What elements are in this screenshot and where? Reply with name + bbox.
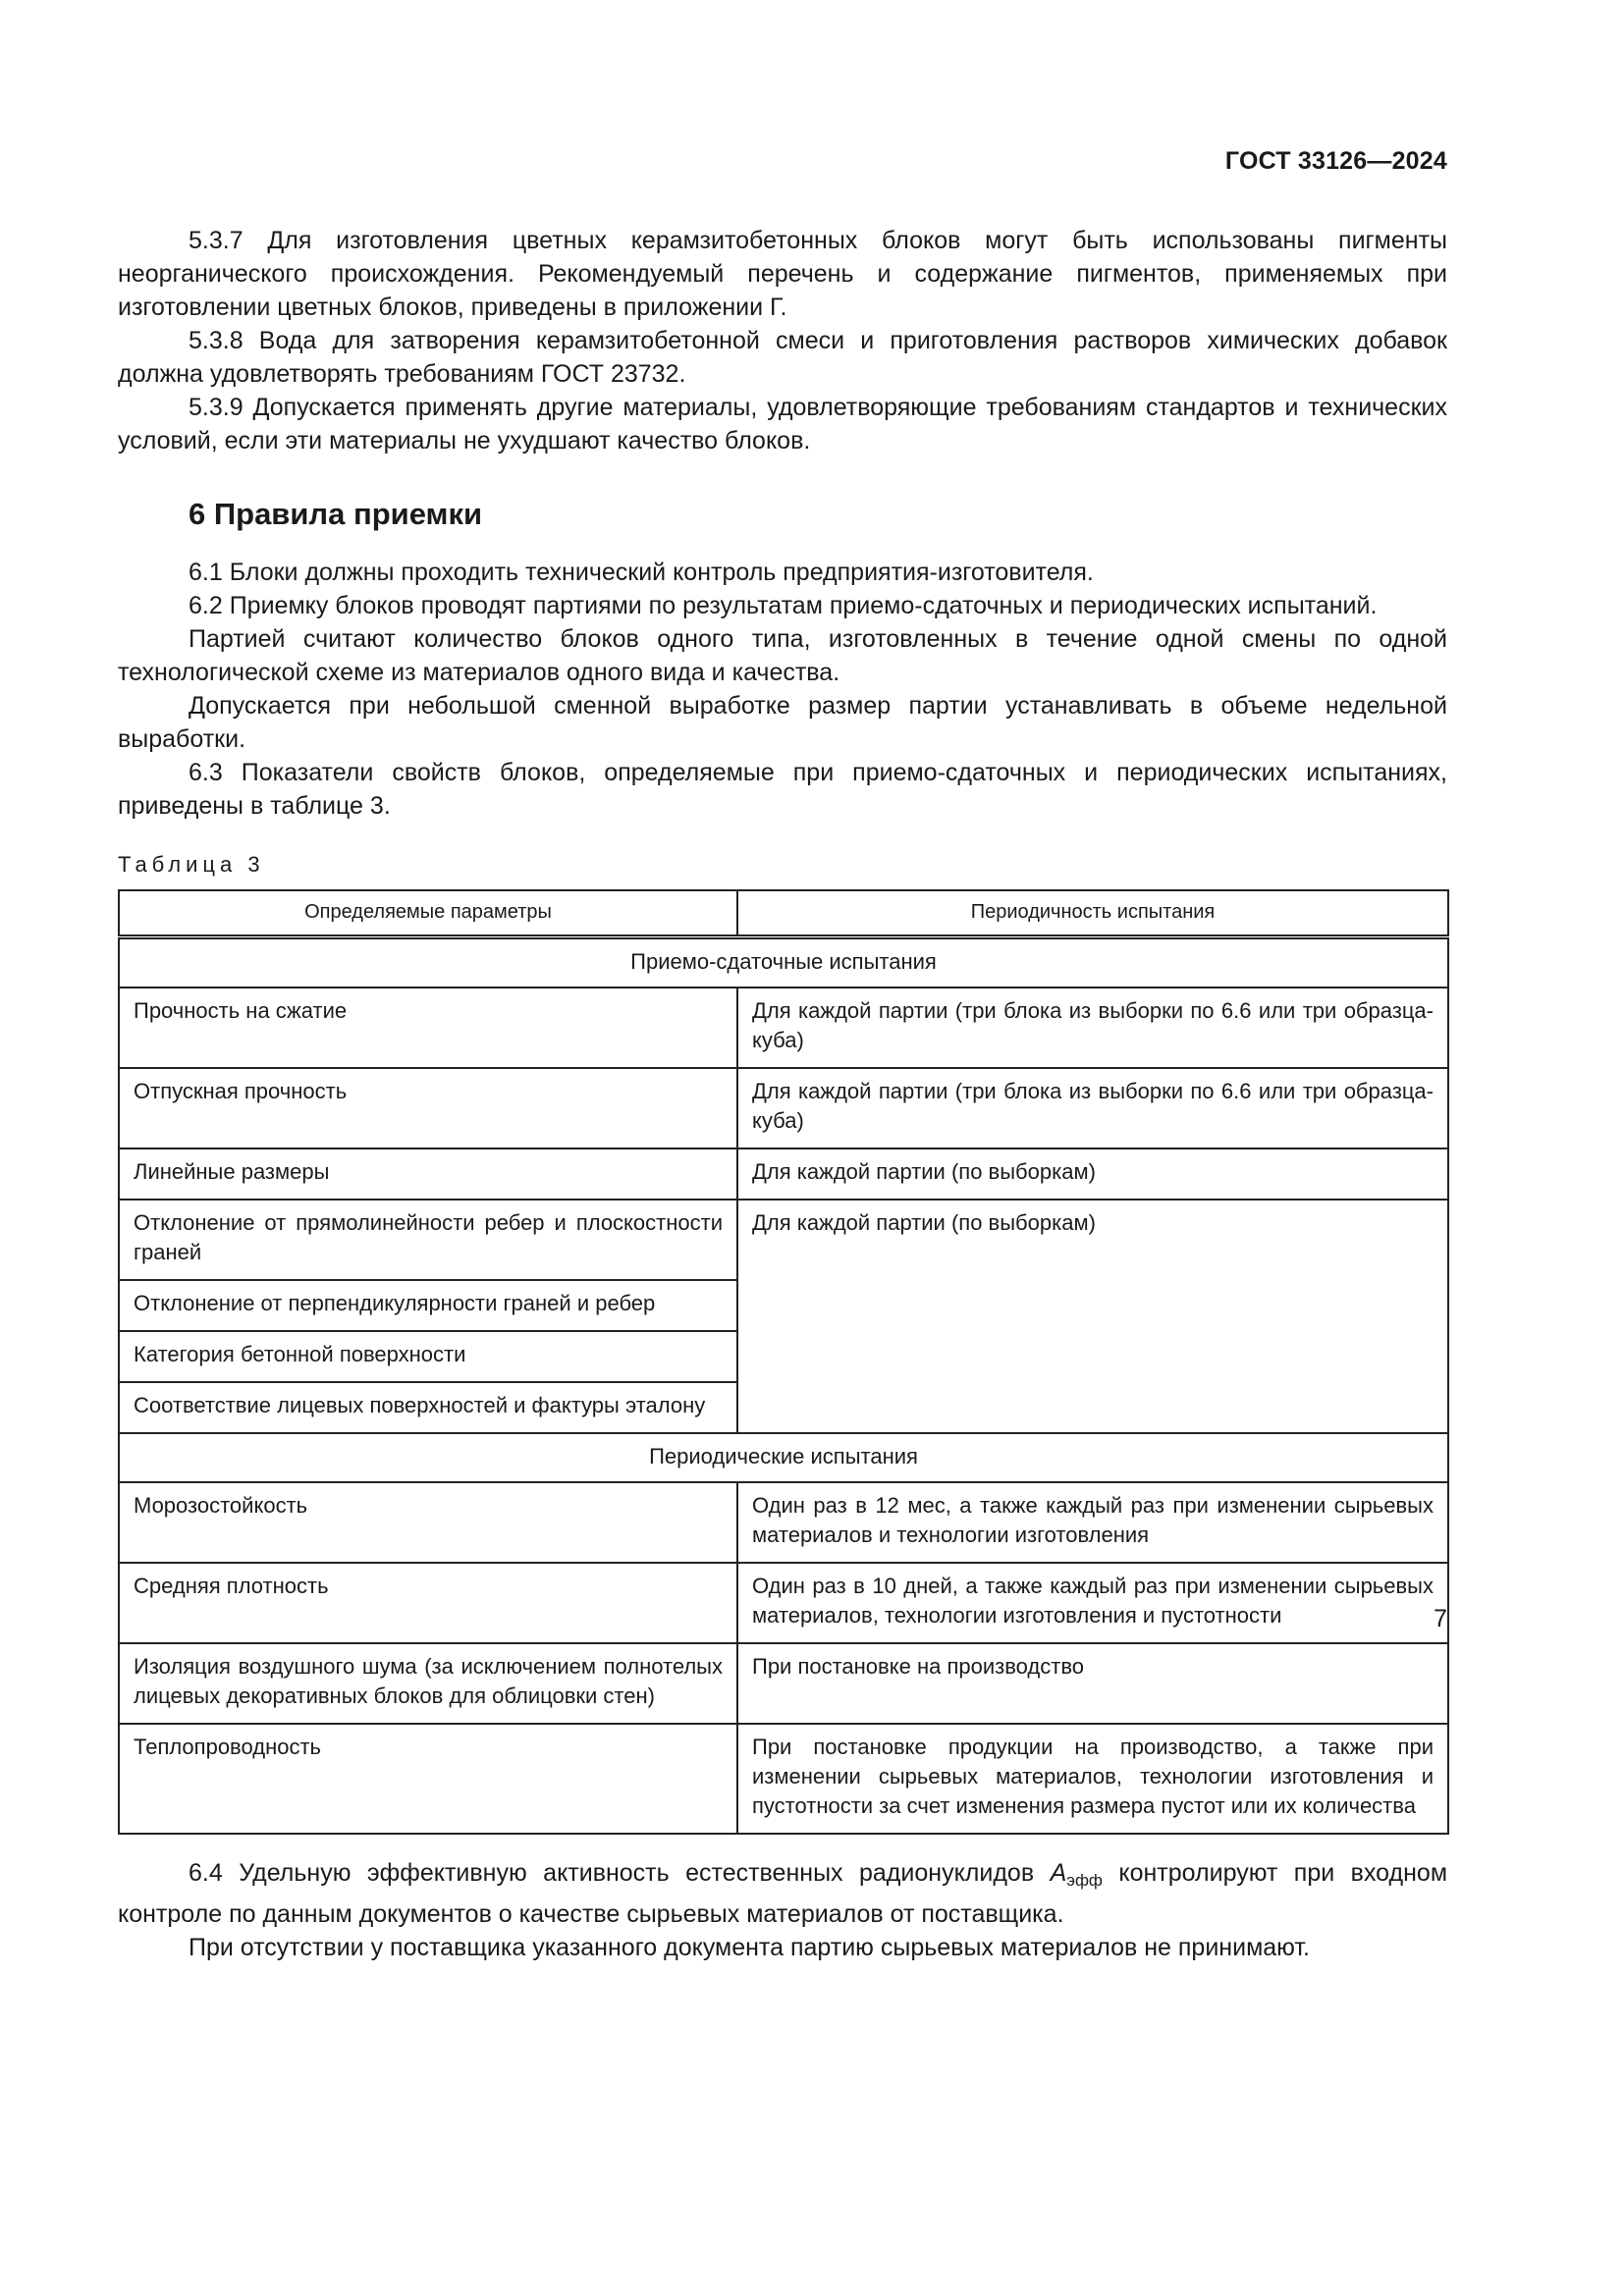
- cell-parameter: Морозостойкость: [119, 1482, 737, 1563]
- table-section-row: [119, 937, 1448, 988]
- paragraph-6-2: 6.2 Приемку блоков проводят партиями по результатам приемо-сдаточных и периодических испытаний.: [189, 592, 1378, 619]
- paragraph-missing-document: При отсутствии у поставщика указанного документа партию сырьевых материалов не принимают.: [189, 1934, 1310, 1961]
- cell-periodicity: Один раз в 12 мес, а также каждый раз при изменении сырьевых материалов и технологии изготовления: [737, 1482, 1448, 1563]
- cell-parameter: Прочность на сжатие: [119, 988, 737, 1068]
- cell-parameter: Отпускная прочность: [119, 1068, 737, 1148]
- paragraph-5-3-9: 5.3.9 Допускается применять другие материалы, удовлетворяющие требованиям стандартов и технических условий, если эти материалы не ухудшают качество блоков.: [118, 394, 1447, 454]
- section-acceptance-tests: Приемо-сдаточные испытания: [119, 937, 1448, 988]
- cell-periodicity: При постановке продукции на производство, а также при изменении сырьевых материалов, технологии изготовления и пустотности за счет изменения размера пустот или их количества: [737, 1724, 1448, 1834]
- table-3: [118, 889, 1449, 1835]
- paragraph-6-4-tail: контролируют при входном контроле по данным документов о качестве сырьевых материалов от поставщика.: [118, 1859, 1448, 1928]
- cell-parameter: Отклонение от прямолинейности ребер и плоскостности граней: [119, 1200, 737, 1280]
- cell-parameter: Линейные размеры: [119, 1148, 737, 1200]
- column-header-parameters: Определяемые параметры: [119, 890, 737, 937]
- table-row: [119, 1643, 1448, 1724]
- column-header-periodicity: Периодичность испытания: [737, 890, 1448, 937]
- cell-parameter: Изоляция воздушного шума (за исключением полнотелых лицевых декоративных блоков для облицовки стен): [119, 1643, 737, 1724]
- cell-periodicity-merged: Для каждой партии (по выборкам): [737, 1200, 1448, 1433]
- section-6-heading: 6 Правила приемки: [189, 497, 483, 531]
- cell-periodicity: При постановке на производство: [737, 1643, 1448, 1724]
- section-periodic-tests: Периодические испытания: [119, 1433, 1448, 1482]
- table-row: [119, 1482, 1448, 1563]
- table-caption: Таблица 3: [118, 852, 265, 877]
- cell-periodicity: Один раз в 10 дней, а также каждый раз при изменении сырьевых материалов, технологии изготовления и пустотности: [737, 1563, 1448, 1643]
- table-section-row: [119, 1433, 1448, 1482]
- cell-parameter: Средняя плотность: [119, 1563, 737, 1643]
- cell-periodicity: Для каждой партии (три блока из выборки по 6.6 или три образца-куба): [737, 1068, 1448, 1148]
- table-row: [119, 1724, 1448, 1834]
- cell-parameter: Категория бетонной поверхности: [119, 1331, 737, 1382]
- paragraph-6-4-lead: 6.4 Удельную эффективную активность естественных радионуклидов: [189, 1859, 1051, 1887]
- paragraph-6-4: [118, 1856, 1447, 1931]
- page-content: [118, 224, 1447, 1964]
- page-number: 7: [1434, 1605, 1447, 1632]
- table-row: [119, 1563, 1448, 1643]
- paragraph-6-1: 6.1 Блоки должны проходить технический контроль предприятия-изготовителя.: [189, 559, 1094, 586]
- paragraph-5-3-8: 5.3.8 Вода для затворения керамзитобетонной смеси и приготовления растворов химических добавок должна удовлетворять требованиям ГОСТ 23732.: [118, 327, 1447, 388]
- document-header-id: ГОСТ 33126—2024: [1224, 147, 1447, 175]
- activity-symbol: A: [1050, 1859, 1067, 1887]
- paragraph-6-3: 6.3 Показатели свойств блоков, определяемые при приемо-сдаточных и периодических испытаниях, приведены в таблице 3.: [118, 759, 1447, 820]
- cell-parameter: Теплопроводность: [119, 1724, 737, 1834]
- cell-parameter: Отклонение от перпендикулярности граней и ребер: [119, 1280, 737, 1331]
- activity-subscript: эфф: [1066, 1871, 1103, 1890]
- table-row: [119, 988, 1448, 1068]
- table-row: [119, 1068, 1448, 1148]
- cell-periodicity: Для каждой партии (по выборкам): [737, 1148, 1448, 1200]
- table-row: [119, 1200, 1448, 1280]
- cell-periodicity: Для каждой партии (три блока из выборки по 6.6 или три образца-куба): [737, 988, 1448, 1068]
- paragraph-batch-definition: Партией считают количество блоков одного типа, изготовленных в течение одной смены по одной технологической схеме из материалов одного вида и качества.: [118, 625, 1447, 686]
- paragraph-batch-size: Допускается при небольшой сменной выработке размер партии устанавливать в объеме недельной выработки.: [118, 692, 1447, 753]
- cell-parameter: Соответствие лицевых поверхностей и фактуры эталону: [119, 1382, 737, 1433]
- paragraph-5-3-7: 5.3.7 Для изготовления цветных керамзитобетонных блоков могут быть использованы пигменты неорганического происхождения. Рекомендуемый перечень и содержание пигментов, применяемых при изготовлении цветных блоков, приведены в приложении Г.: [118, 227, 1447, 321]
- table-row: [119, 1148, 1448, 1200]
- table-header-row: [119, 890, 1448, 937]
